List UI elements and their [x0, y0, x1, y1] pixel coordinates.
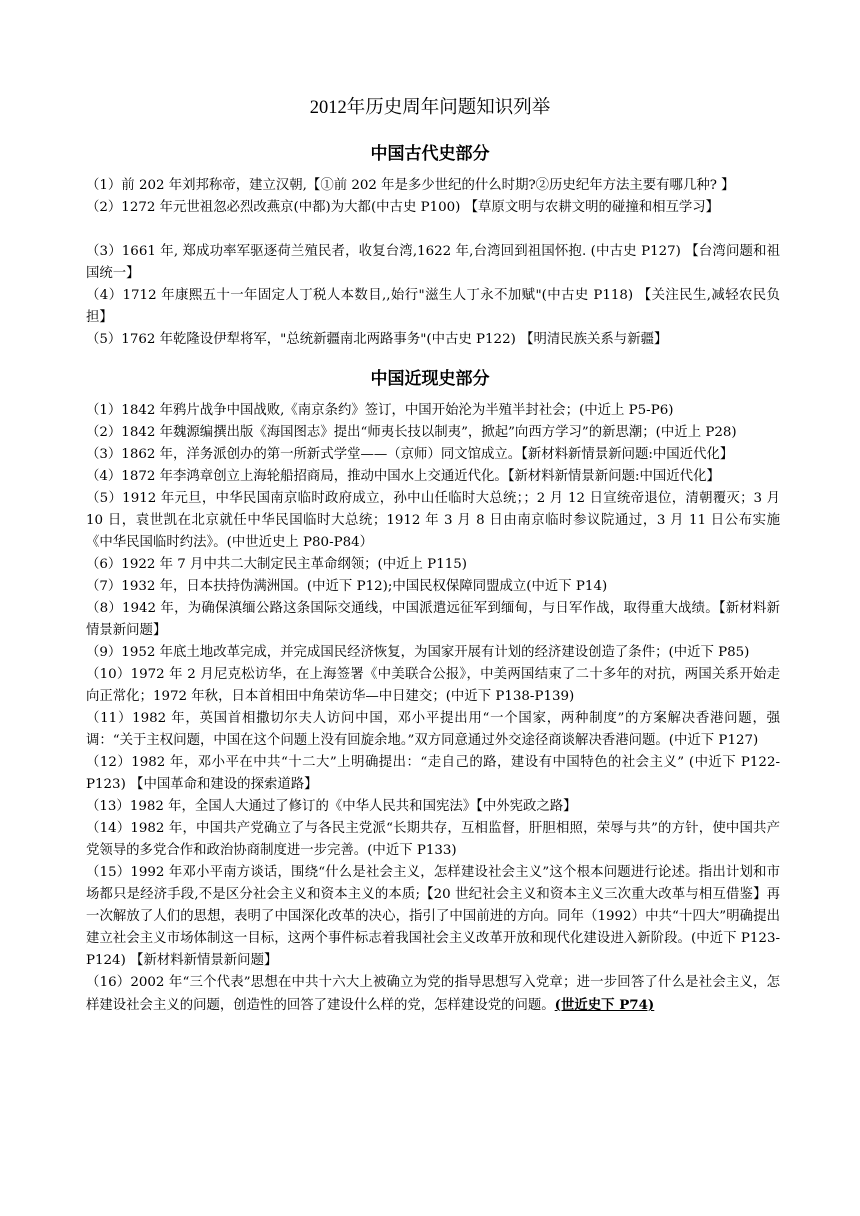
blank-line — [86, 219, 780, 241]
list-item: （5）1912 年元旦，中华民国南京临时政府成立，孙中山任临时大总统；；2 月 12 日宣统帝退位，清朝覆灭；3 月 10 日，袁世凯在北京就任中华民国临时大总统；1912 年 3 月 8 日由南京临时参议院通过，3 月 11 日公布实施《中华民国临时约法》。(中世近史上 P80-P84） — [86, 491, 780, 550]
list-item: （10）1972 年 2 月尼克松访华，在上海签署《中美联合公报》，中美两国结束了二十多年的对抗，两国关系开始走向正常化；1972 年秋，日本首相田中角荣访华—中日建交；(中近下 P138-P139) — [86, 667, 780, 704]
document-title: 2012年历史周年问题知识列举 — [309, 98, 551, 118]
list-item: （13）1982 年，全国人大通过了修订的《中华人民共和国宪法》【中外宪政之路】 — [86, 799, 577, 814]
list-item: （1）1842 年鸦片战争中国战败,《南京条约》签订，中国开始沦为半殖半封社会；(中近上 P5-P6) — [86, 403, 674, 418]
list-item: （3）1661 年, 郑成功率军驱逐荷兰殖民者，收复台湾,1622 年,台湾回到祖国怀抱. (中古史 P127) 【台湾问题和祖国统一】 — [86, 244, 780, 281]
list-item: （3）1862 年，洋务派创办的第一所新式学堂——（京师）同文馆成立。【新材料新情景新问题:中国近代化】 — [86, 447, 734, 462]
list-item: （12）1982 年，邓小平在中共“十二大”上明确提出：“走自己的路，建设有中国特色的社会主义” (中近下 P122-P123) 【中国革命和建设的探索道路】 — [86, 755, 780, 792]
list-item: （6）1922 年 7 月中共二大制定民主革命纲领；(中近上 P115) — [86, 557, 467, 572]
section-heading-modern: 中国近现史部分 — [370, 369, 490, 389]
page-reference: (世近史下 P74) — [554, 997, 655, 1013]
list-item-text: （16）2002 年“三个代表”思想在中共十六大上被确立为党的指导思想写入党章；进一步回答了什么是社会主义，怎样建设社会主义的问题，创造性的回答了建设什么样的党，怎样建设党的问题。 — [86, 975, 780, 1013]
list-item: （8）1942 年，为确保滇缅公路这条国际交通线，中国派遣远征军到缅甸，与日军作战，取得重大战绩。【新材料新情景新问题】 — [86, 601, 780, 638]
section-modern-body — [86, 400, 780, 1017]
list-item: （11）1982 年，英国首相撒切尔夫人访问中国，邓小平提出用“一个国家，两种制度”的方案解决香港问题，强调：“关于主权问题，中国在这个问题上没有回旋余地。”双方同意通过外交途径商谈解决香港问题。(中近下 P127) — [86, 711, 780, 748]
section-ancient-body — [86, 175, 780, 351]
list-item: （4）1712 年康熙五十一年固定人丁税人本数目,,始行"滋生人丁永不加赋"(中古史 P118) 【关注民生,减轻农民负担】 — [86, 288, 780, 325]
list-item: （7）1932 年，日本扶持伪满洲国。(中近下 P12);中国民权保障同盟成立(中近下 P14) — [86, 579, 608, 594]
list-item: （5）1762 年乾隆设伊犁将军，"总统新疆南北两路事务"(中古史 P122) 【明清民族关系与新疆】 — [86, 332, 668, 347]
section-heading-ancient: 中国古代史部分 — [370, 144, 490, 164]
list-item: （1）前 202 年刘邦称帝，建立汉朝,【①前 202 年是多少世纪的什么时期?②历史纪年方法主要有哪几种? 】 — [86, 178, 735, 193]
list-item: （4）1872 年李鸿章创立上海轮船招商局，推动中国水上交通近代化。【新材料新情景新问题:中国近代化】 — [86, 469, 720, 484]
list-item: （2）1272 年元世祖忽必烈改燕京(中都)为大都(中古史 P100) 【草原文明与农耕文明的碰撞和相互学习】 — [86, 200, 720, 215]
list-item: （9）1952 年底土地改革完成，并完成国民经济恢复，为国家开展有计划的经济建设创造了条件；(中近下 P85) — [86, 645, 750, 660]
list-item: （15）1992 年邓小平南方谈话，围绕“什么是社会主义，怎样建设社会主义”这个根本问题进行论述。指出计划和市场都只是经济手段,不是区分社会主义和资本主义的本质;【20 世纪社会主义和资本主义三次重大改革与相互借鉴】再一次解放了人们的思想，表明了中国深化改革的决心，指引了中国前进的方向。同年（1992）中共“十四大”明确提出建立社会主义市场体制这一目标，这两个事件标志着我国社会主义改革开放和现代化建设进入新阶段。(中近下 P123-P124) 【新材料新情景新问题】 — [86, 865, 780, 968]
list-item: （14）1982 年，中国共产党确立了与各民主党派“长期共存，互相监督，肝胆相照，荣辱与共”的方针，使中国共产党领导的多党合作和政治协商制度进一步完善。(中近下 P133) — [86, 821, 780, 858]
list-item-last — [86, 972, 780, 1017]
list-item: （2）1842 年魏源编撰出版《海国图志》提出“师夷长技以制夷”，掀起”向西方学习”的新思潮；(中近上 P28) — [86, 425, 737, 440]
